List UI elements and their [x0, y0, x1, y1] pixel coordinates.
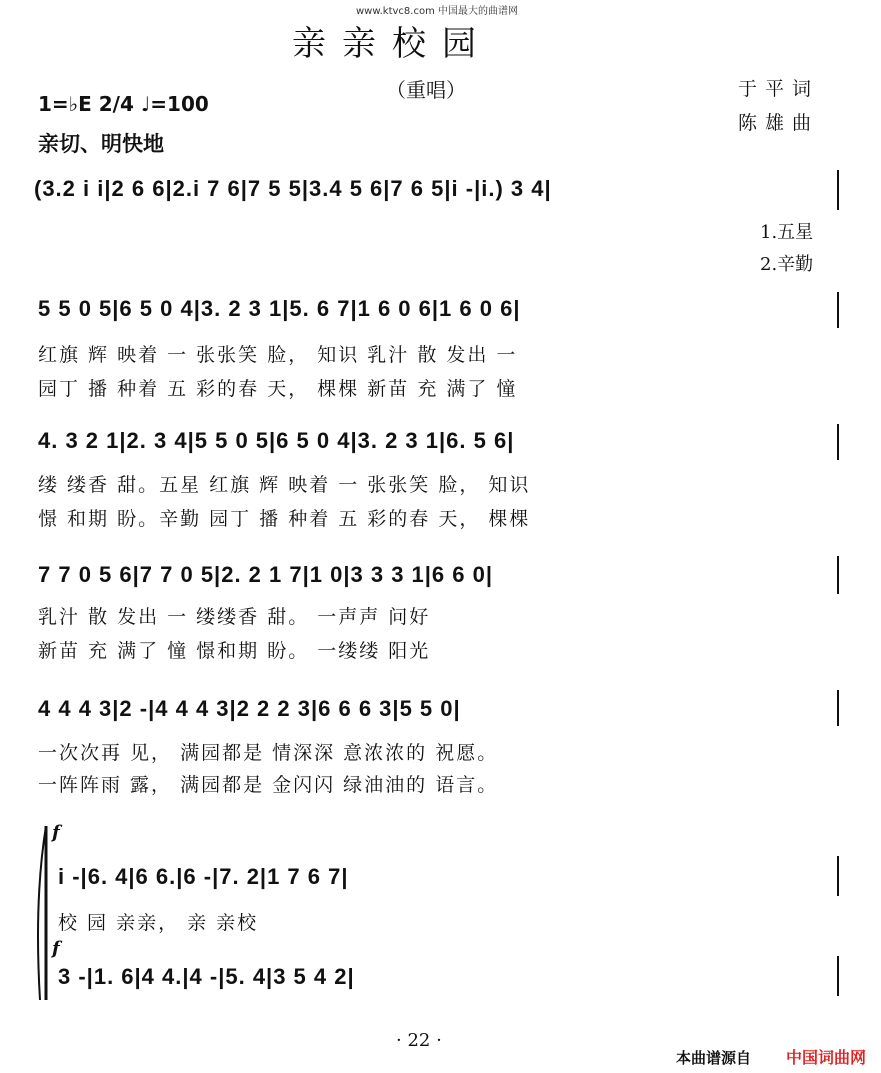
lyric-row-3-verse-2: 新苗 充 满了 憧 憬和期 盼。 一缕缕 阳光: [38, 640, 431, 662]
lyric-row-1-verse-1: 红旗 辉 映着 一 张张笑 脸， 知识 乳汁 散 发出 一: [38, 344, 518, 366]
notes-upper-voice: i -|6. 4|6 6.|6 -|7. 2|1 7 6 7|: [58, 864, 349, 889]
watermark: www.ktvc8.com 中国最大的曲谱网: [356, 6, 519, 17]
notes-row-4: 4 4 4 3|2 -|4 4 4 3|2 2 2 3|6 6 6 3|5 5 0|: [38, 696, 461, 721]
subtitle: （重唱）: [386, 78, 466, 102]
lyric-upper-voice: 校 园 亲亲， 亲 亲校: [58, 912, 259, 934]
lyric-row-2-verse-1: 缕 缕香 甜。五星 红旗 辉 映着 一 张张笑 脸， 知识: [38, 474, 531, 496]
lyric-row-4-verse-2: 一阵阵雨 露， 满园都是 金闪闪 绿油油的 语言。: [38, 774, 499, 796]
key-signature: 1=♭E 2/4 ♩=100: [38, 92, 209, 116]
lyric-row-4-verse-1: 一次次再 见， 满园都是 情深深 意浓浓的 祝愿。: [38, 742, 499, 764]
composer: 陈雄曲: [738, 112, 820, 134]
notes-row-1: 5 5 0 5|6 5 0 4|3. 2 3 1|5. 6 7|1 6 0 6|1 6 0 6|: [38, 296, 521, 321]
dynamic-upper: f: [52, 822, 60, 843]
intro-notation: (3.2 i i|2 6 6|2.i 7 6|7 5 5|3.4 5 6|7 6 5|i -|i.) 3 4|: [34, 176, 552, 201]
volta-second: 2.辛勤: [760, 254, 814, 275]
lyricist: 于平词: [738, 78, 820, 100]
lyric-row-2-verse-2: 憬 和期 盼。辛勤 园丁 播 种着 五 彩的春 天， 棵棵: [38, 508, 531, 530]
dynamic-lower: f: [52, 938, 60, 959]
volta-first: 1.五星: [760, 222, 814, 243]
song-title: 亲亲校园: [292, 24, 492, 64]
notes-row-3: 7 7 0 5 6|7 7 0 5|2. 2 1 7|1 0|3 3 3 1|6 6 0|: [38, 562, 494, 587]
notes-row-2: 4. 3 2 1|2. 3 4|5 5 0 5|6 5 0 4|3. 2 3 1|6. 5 6|: [38, 428, 515, 453]
lyric-row-3-verse-1: 乳汁 散 发出 一 缕缕香 甜。 一声声 问好: [38, 606, 431, 628]
source-site-link[interactable]: 中国词曲网: [786, 1048, 867, 1067]
lyric-row-1-verse-2: 园丁 播 种着 五 彩的春 天， 棵棵 新苗 充 满了 憧: [38, 378, 518, 400]
tempo-marking: 亲切、明快地: [38, 132, 164, 156]
source-label: 本曲谱源自: [676, 1049, 752, 1067]
page-number: · 22 ·: [396, 1030, 442, 1051]
notes-lower-voice: 3 -|1. 6|4 4.|4 -|5. 4|3 5 4 2|: [58, 964, 355, 989]
